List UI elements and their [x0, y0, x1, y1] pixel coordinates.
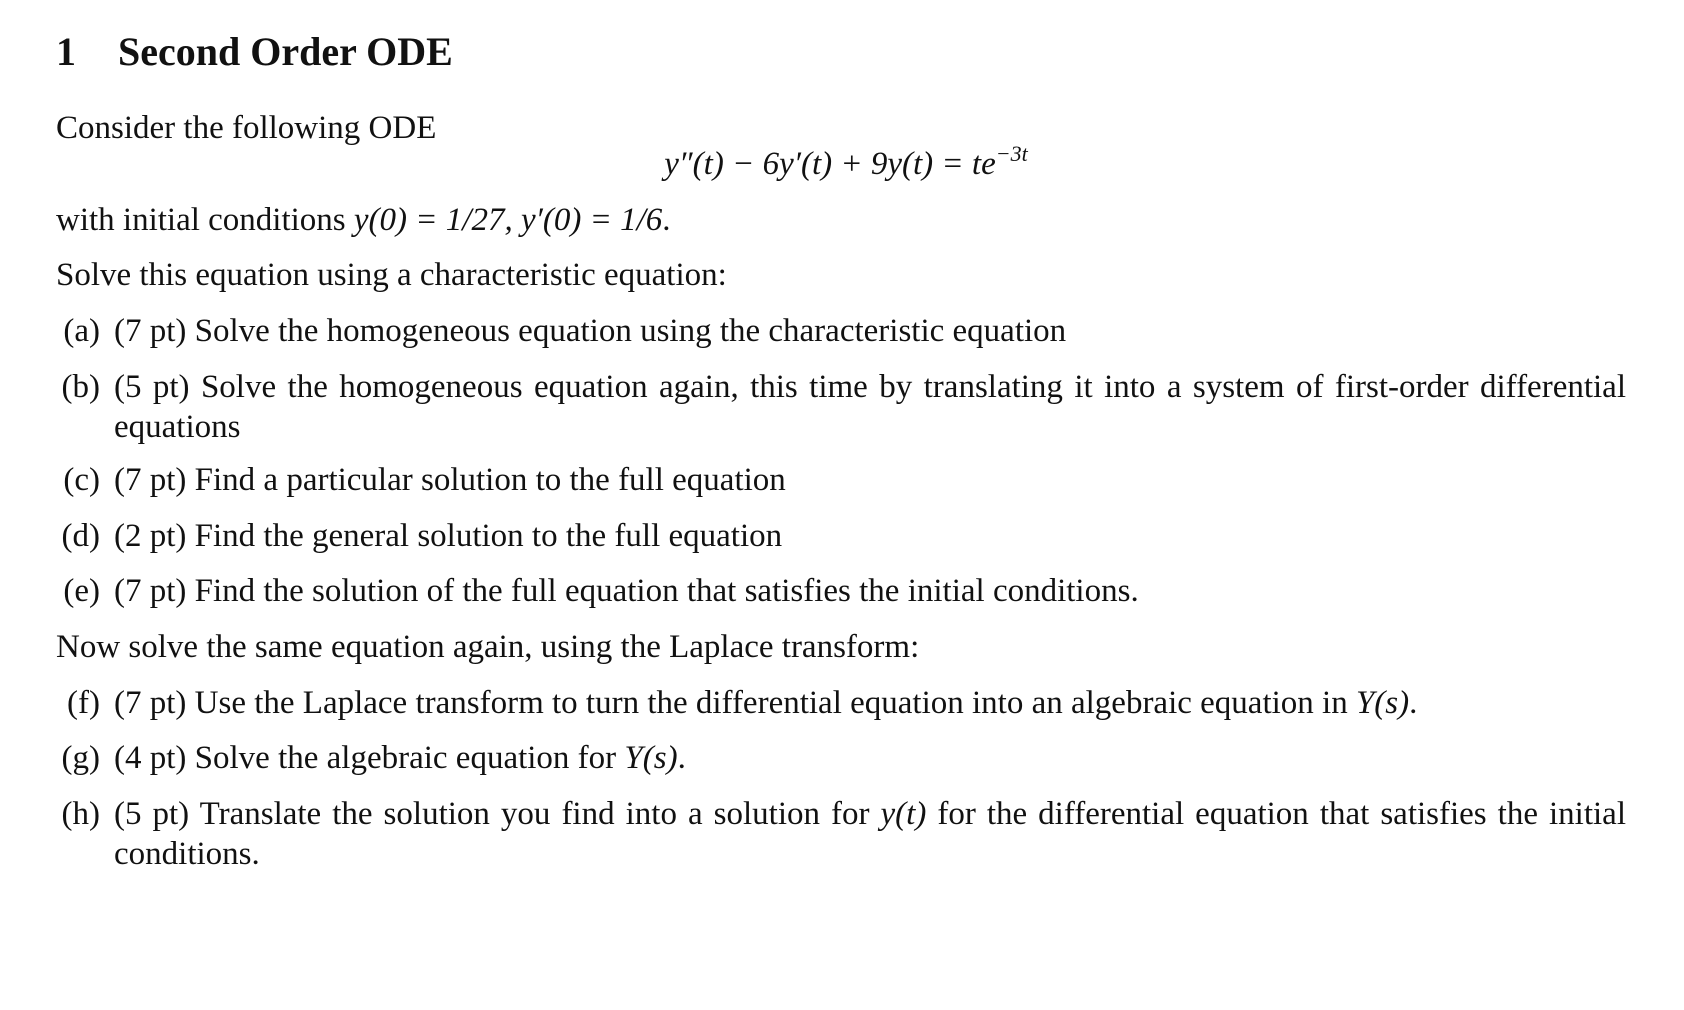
item-text-before: (4 pt) Solve the algebraic equation for [114, 740, 625, 776]
item-text: (5 pt) Solve the homogeneous equation again, this time by translating it into a system of first-order differential equations [114, 369, 1626, 445]
item-text-after: . [1409, 685, 1418, 721]
item-label: (c) [63, 462, 100, 498]
part1-intro: Solve this equation using a characteristic equation: [56, 257, 727, 293]
item-text: (2 pt) Find the general solution to the full equation [114, 518, 783, 554]
equation-lhs: y″(t) − 6y′(t) + 9y(t) = te [664, 146, 996, 182]
item-text [114, 683, 1626, 723]
item-label: (a) [63, 313, 100, 349]
item-label: (b) [61, 369, 100, 405]
intro-text: Consider the following ODE [56, 110, 437, 146]
item-math: Y(s) [1355, 685, 1410, 721]
part2-intro: Now solve the same equation again, using the Laplace transform: [56, 629, 920, 665]
item-text [114, 794, 1626, 874]
section-heading [56, 28, 453, 76]
item-label: (h) [61, 796, 100, 832]
section-number: 1 [56, 29, 76, 74]
item-label: (g) [61, 740, 100, 776]
initial-conditions-math: y(0) = 1/27, y′(0) = 1/6 [353, 202, 663, 238]
item-text-before: (5 pt) Translate the solution you find into a solution for [114, 796, 881, 832]
item-label: (f) [67, 685, 100, 721]
item-text: (7 pt) Find the solution of the full equation that satisfies the initial conditions. [114, 573, 1139, 609]
item-text-after: for the differential equation that satisfies the initial conditions. [114, 796, 1626, 872]
equation-exponent: −3t [995, 140, 1028, 166]
initial-conditions-prefix: with initial conditions [56, 202, 354, 238]
item-label: (d) [61, 518, 100, 554]
item-math: Y(s) [624, 740, 678, 776]
display-equation [56, 140, 1636, 184]
item-text [114, 738, 1626, 778]
initial-conditions [56, 200, 671, 240]
item-text-after: . [677, 740, 686, 776]
item-math: y(t) [880, 796, 927, 832]
item-text: (7 pt) Find a particular solution to the full equation [114, 462, 786, 498]
item-text: (7 pt) Solve the homogeneous equation using the characteristic equation [114, 313, 1067, 349]
initial-conditions-suffix: . [662, 202, 671, 238]
item-text-before: (7 pt) Use the Laplace transform to turn the differential equation into an algebraic equation in [114, 685, 1356, 721]
section-title: Second Order ODE [118, 29, 453, 74]
item-label: (e) [63, 573, 100, 609]
